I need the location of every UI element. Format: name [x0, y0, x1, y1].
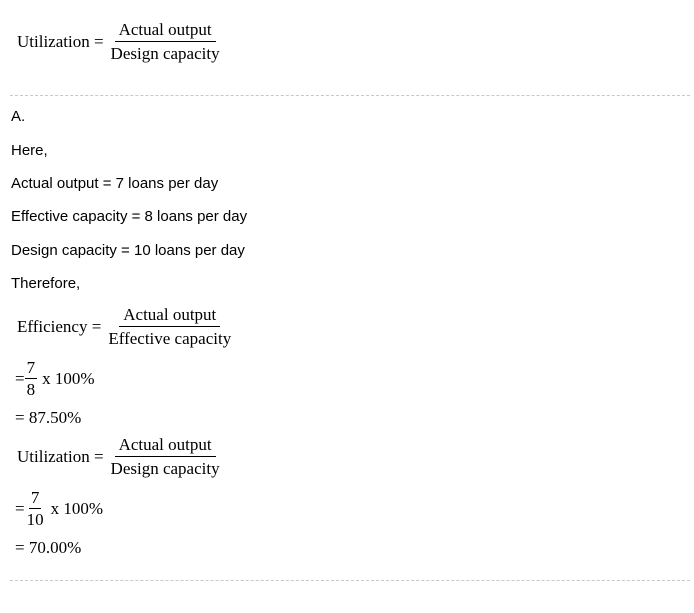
- efficiency-result: = 87.50%: [15, 408, 82, 427]
- utilization-result: = 70.00%: [15, 538, 82, 557]
- utilization-calc-numerator: 7: [30, 488, 40, 507]
- given-effective-capacity: Effective capacity = 8 loans per day: [11, 208, 248, 225]
- utilization-calculation: [15, 489, 103, 529]
- efficiency-calc-equals: =: [15, 369, 25, 388]
- utilization-fraction: [107, 435, 224, 479]
- efficiency-calc-multiplier: x 100%: [42, 369, 95, 388]
- utilization-formula: [17, 435, 224, 479]
- here-label: Here,: [11, 142, 48, 159]
- efficiency-calc-fraction: [25, 359, 38, 399]
- efficiency-formula: [17, 305, 235, 349]
- formula-numerator: Actual output: [115, 20, 216, 42]
- section-divider-top: [10, 95, 690, 96]
- efficiency-calculation: [15, 359, 95, 399]
- therefore-label: Therefore,: [11, 275, 81, 292]
- formula-fraction: [107, 20, 224, 64]
- given-design-capacity: Design capacity = 10 loans per day: [11, 242, 245, 259]
- given-actual-output: Actual output = 7 loans per day: [11, 175, 219, 192]
- part-label: A.: [11, 108, 26, 125]
- efficiency-fraction: [104, 305, 235, 349]
- utilization-calc-denominator: 10: [26, 510, 44, 529]
- efficiency-numerator: Actual output: [119, 305, 220, 327]
- utilization-calc-fraction: [25, 489, 46, 529]
- section-divider-bottom: [10, 580, 690, 581]
- utilization-lhs: Utilization =: [17, 447, 104, 466]
- formula-denominator: Design capacity: [110, 44, 220, 63]
- utilization-calc-equals: =: [15, 499, 25, 518]
- efficiency-calc-numerator: 7: [26, 358, 36, 377]
- efficiency-calc-denominator: 8: [26, 380, 36, 399]
- efficiency-lhs: Efficiency =: [17, 317, 102, 336]
- utilization-calc-multiplier: x 100%: [50, 499, 104, 518]
- utilization-formula-intro: [17, 20, 224, 64]
- utilization-numerator: Actual output: [115, 435, 216, 457]
- utilization-denominator: Design capacity: [110, 459, 220, 478]
- formula-lhs: Utilization =: [17, 32, 104, 51]
- efficiency-denominator: Effective capacity: [108, 329, 232, 348]
